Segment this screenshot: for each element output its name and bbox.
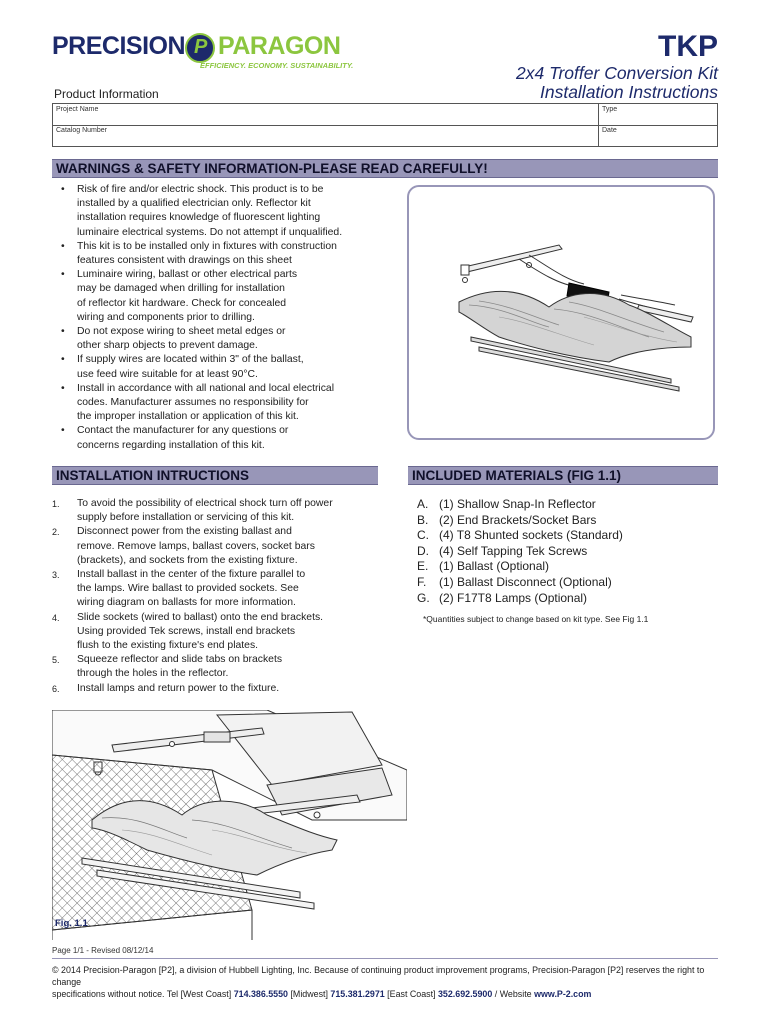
type-field[interactable]: Type xyxy=(598,104,718,125)
brand-logo xyxy=(52,30,354,70)
material-item xyxy=(415,513,715,529)
material-text: (1) Ballast Disconnect (Optional) xyxy=(439,574,612,589)
document-title xyxy=(418,64,718,102)
material-text: (2) F17T8 Lamps (Optional) xyxy=(439,590,588,605)
logo-paragon-text: PARAGON xyxy=(218,32,341,60)
installation-heading xyxy=(52,466,378,485)
warning-line: • Risk of fire and/or electric shock. This product is to be xyxy=(77,184,324,195)
step-line: wiring diagram on ballasts for more information. xyxy=(77,597,296,609)
footer-text-b: [Midwest] xyxy=(288,989,331,999)
material-letter: G. xyxy=(417,590,430,605)
p2-logo-icon xyxy=(185,33,215,63)
logo-precision-text: PRECISION xyxy=(52,32,186,60)
footer-text-d: / Website xyxy=(492,989,535,999)
footer-copyright xyxy=(52,964,722,1000)
step-number: 4. xyxy=(52,612,60,623)
step-line: Install lamps and return power to the fixture. xyxy=(77,682,280,694)
product-code: TKP xyxy=(658,30,718,63)
reflector-kit-illustration xyxy=(407,185,715,440)
step-number: 2. xyxy=(52,527,60,538)
step-line: Disconnect power from the existing ballast and xyxy=(77,526,292,538)
material-item xyxy=(415,544,715,560)
warning-line: use feed wire suitable for at least 90°C. xyxy=(77,368,258,380)
material-letter: F. xyxy=(417,574,427,589)
installation-heading-text: INSTALLATION INTRUCTIONS xyxy=(56,468,249,483)
step-line: (brackets), and sockets from the existing fixture. xyxy=(77,554,298,566)
step-line: Using provided Tek screws, install end brackets xyxy=(77,625,296,637)
warning-line: features consistent with drawings on this sheet xyxy=(77,255,292,267)
warning-item xyxy=(52,382,382,425)
warning-line: installed by a qualified electrician only. Reflector kit xyxy=(77,198,311,210)
materials-list xyxy=(415,497,715,606)
project-name-field[interactable]: Project Name xyxy=(52,104,598,125)
warning-line: concerns regarding installation of this kit. xyxy=(77,439,265,451)
date-field[interactable]: Date xyxy=(598,125,718,146)
material-letter: D. xyxy=(417,543,429,558)
tel-east-coast: 352.692.5900 xyxy=(438,989,493,999)
step-number: 6. xyxy=(52,683,60,694)
tel-west-coast: 714.386.5550 xyxy=(233,989,288,999)
step-line: through the holes in the reflector. xyxy=(77,668,229,680)
footer-line-2 xyxy=(52,988,722,1000)
step-number: 1. xyxy=(52,499,60,509)
website-link[interactable]: www.P-2.com xyxy=(534,989,592,999)
installation-step xyxy=(52,525,382,568)
material-text: (1) Shallow Snap-In Reflector xyxy=(439,497,596,511)
warning-item xyxy=(52,183,382,240)
material-text: (1) Ballast (Optional) xyxy=(439,559,550,574)
warning-line: the improper installation or application of this kit. xyxy=(77,411,299,423)
materials-heading xyxy=(408,466,718,485)
warnings-list xyxy=(52,183,382,453)
material-letter: E. xyxy=(417,559,429,574)
step-line: flush to the existing fixture's end plates. xyxy=(77,640,259,652)
step-number: 5. xyxy=(52,655,60,666)
warning-line: may be damaged when drilling for installation xyxy=(77,283,285,295)
footer-text-c: [East Coast] xyxy=(384,989,438,999)
product-info-table xyxy=(52,103,718,146)
title-line-2: Installation Instructions xyxy=(539,82,718,102)
page-info: Page 1/1 - Revised 08/12/14 xyxy=(52,946,154,955)
material-item xyxy=(415,591,715,607)
warnings-heading-text: WARNINGS & SAFETY INFORMATION-PLEASE READ CAREFULLY! xyxy=(56,161,488,176)
fixture-drawing-icon xyxy=(52,710,407,940)
warning-line: • This kit is to be installed only in fixtures with construction xyxy=(77,240,337,252)
warning-line: wiring and components prior to drilling. xyxy=(77,311,255,323)
info-row-1 xyxy=(52,104,718,126)
catalog-number-field[interactable]: Catalog Number xyxy=(52,125,598,146)
product-information-label: Product Information xyxy=(54,87,159,101)
title-line-1: 2x4 Troffer Conversion Kit xyxy=(516,63,718,83)
reflector-kit-drawing-icon xyxy=(409,187,713,438)
material-letter: C. xyxy=(417,528,429,543)
warning-line: • Contact the manufacturer for any questions or xyxy=(77,425,289,437)
installation-step xyxy=(52,611,382,654)
installation-step xyxy=(52,682,382,696)
footer-divider xyxy=(52,958,718,959)
installation-step xyxy=(52,653,382,681)
material-item xyxy=(415,575,715,591)
material-letter: B. xyxy=(417,512,429,527)
materials-heading-text: INCLUDED MATERIALS (FIG 1.1) xyxy=(412,468,621,483)
fixture-installation-illustration xyxy=(52,710,407,940)
warning-line: • Do not expose wiring to sheet metal edges or xyxy=(77,326,286,338)
tel-midwest: 715.381.2971 xyxy=(330,989,385,999)
step-number: 3. xyxy=(52,570,60,581)
warning-item xyxy=(52,424,382,452)
warning-line: • Luminaire wiring, ballast or other electrical parts xyxy=(77,269,298,281)
footer-text-a: specifications without notice. Tel [West Coast] xyxy=(52,989,234,999)
warning-line: • If supply wires are located within 3" of the ballast, xyxy=(77,354,304,366)
figure-label: Fig. 1.1 xyxy=(55,918,88,929)
material-item xyxy=(415,559,715,575)
step-line: Squeeze reflector and slide tabs on brackets xyxy=(77,654,283,666)
step-line: Install ballast in the center of the fixture parallel to xyxy=(77,569,306,581)
installation-step xyxy=(52,497,382,525)
step-line: Slide sockets (wired to ballast) onto the end brackets. xyxy=(77,611,324,623)
warning-item xyxy=(52,353,382,381)
footer-line-1: © 2014 Precision-Paragon [P2], a division of Hubbell Lighting, Inc. Because of continuing product improvement programs, Precision-Paragon [P2] reserves the right to change xyxy=(52,965,705,987)
warning-item xyxy=(52,325,382,353)
quantities-note: *Quantities subject to change based on kit type. See Fig 1.1 xyxy=(423,614,649,624)
material-text: (2) End Brackets/Socket Bars xyxy=(439,512,597,527)
installation-steps-list xyxy=(52,497,382,696)
material-letter: A. xyxy=(417,497,429,511)
step-line: the lamps. Wire ballast to provided sockets. See xyxy=(77,583,299,595)
warning-item xyxy=(52,268,382,325)
warning-line: codes. Manufacturer assumes no responsibility for xyxy=(77,397,309,409)
info-row-2 xyxy=(52,125,718,147)
warning-item xyxy=(52,240,382,268)
logo-tagline: EFFICIENCY. ECONOMY. SUSTAINABILITY. xyxy=(200,61,354,70)
warning-line: luminaire electrical systems. Do not attempt if unqualified. xyxy=(77,226,343,238)
warning-line: other sharp objects to prevent damage. xyxy=(77,340,258,352)
warning-line: of reflector kit hardware. Check for concealed xyxy=(77,297,287,309)
step-line: remove. Remove lamps, ballast covers, socket bars xyxy=(77,540,315,552)
material-text: (4) Self Tapping Tek Screws xyxy=(439,543,588,558)
warning-line: installation requires knowledge of fluorescent lighting xyxy=(77,212,321,224)
material-text: (4) T8 Shunted sockets (Standard) xyxy=(439,528,623,543)
warning-line: • Install in accordance with all national and local electrical xyxy=(77,382,335,394)
warnings-heading xyxy=(52,159,718,178)
step-line: supply before installation or servicing of this kit. xyxy=(77,512,295,524)
material-item xyxy=(415,497,715,513)
material-item xyxy=(415,528,715,544)
step-line: To avoid the possibility of electrical shock turn off power xyxy=(77,498,333,509)
installation-step xyxy=(52,568,382,611)
